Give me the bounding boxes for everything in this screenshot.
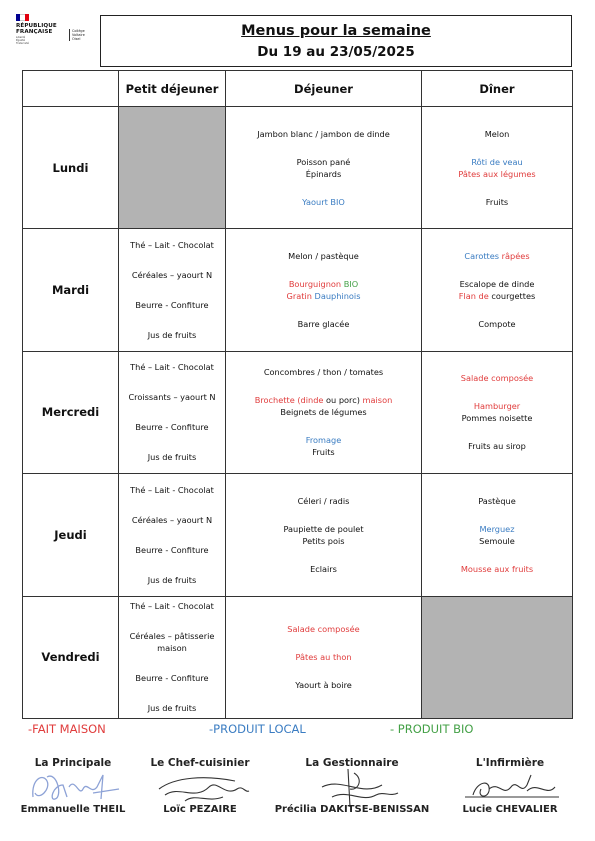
menu-item: Jus de fruits xyxy=(147,452,197,463)
menu-item-text: ou porc) xyxy=(326,395,363,406)
french-flag-icon xyxy=(16,14,29,21)
menu-table xyxy=(22,70,573,719)
menu-item: Céréales – pâtisserie maison xyxy=(129,631,215,654)
page-subtitle: Du 19 au 23/05/2025 xyxy=(257,44,415,60)
menu-item xyxy=(474,400,520,412)
menu-item: Thé – Lait - Chocolat xyxy=(130,240,214,251)
signature-block-infirmiere xyxy=(450,757,570,819)
legend-fait-maison: -FAIT MAISON xyxy=(28,722,106,736)
menu-item xyxy=(303,535,345,547)
menu-row-lundi xyxy=(23,107,573,229)
menu-item xyxy=(280,406,366,418)
menu-row-jeudi xyxy=(23,474,573,596)
signature-role: L'Infirmière xyxy=(475,757,545,769)
menu-item-text: Poisson pané xyxy=(296,156,351,167)
page-title: Menus pour la semaine xyxy=(241,23,431,39)
menu-item-text: Pommes noisette xyxy=(461,413,533,424)
empty-cell xyxy=(119,107,226,229)
menu-item-text: Jambon blanc / jambon de dinde xyxy=(257,128,390,139)
menu-item xyxy=(264,366,383,378)
menu-item-text: Pâtes aux légumes xyxy=(458,168,536,179)
menu-item xyxy=(287,623,359,635)
menu-row-mardi xyxy=(23,229,573,351)
menu-item xyxy=(306,434,342,446)
menu-item xyxy=(310,563,337,575)
diner-cell xyxy=(422,351,573,473)
day-label: Vendredi xyxy=(23,596,119,718)
signature-name: Lucie CHEVALIER xyxy=(462,804,558,815)
day-label: Mardi xyxy=(23,229,119,351)
menu-item-text: Mousse aux fruits xyxy=(460,563,534,574)
menu-item-text: Eclairs xyxy=(310,563,337,574)
menu-item-text: Melon xyxy=(484,128,510,139)
empty-cell xyxy=(422,596,573,718)
signature-name: Loïc PEZAIRE xyxy=(163,804,237,815)
menu-item: Thé – Lait - Chocolat xyxy=(130,484,214,495)
logo-republic-text: RÉPUBLIQUE FRANÇAISE xyxy=(16,23,57,35)
signature-name: Précilia DAKITSE-BENISSAN xyxy=(274,804,430,815)
handwritten-signature-principale xyxy=(23,767,123,807)
signature-role: La Gestionnaire xyxy=(305,757,399,769)
dejeuner-cell xyxy=(226,596,422,718)
menu-item xyxy=(255,394,393,406)
menu-item: Céréales – yaourt N xyxy=(131,514,213,525)
menu-item-text: Gratin xyxy=(286,291,315,302)
menu-item xyxy=(297,156,351,168)
menu-item: Beurre - Confiture xyxy=(135,300,209,311)
menu-item-text: Escalope de dinde xyxy=(459,279,535,290)
menu-item-text: Fruits au sirop xyxy=(468,441,526,452)
menu-row-mercredi xyxy=(23,351,573,473)
menu-item: Céréales – yaourt N xyxy=(131,270,213,281)
menu-item xyxy=(295,651,351,663)
menu-item-text: Pâtes au thon xyxy=(295,652,352,663)
handwritten-signature-infirmiere xyxy=(455,767,565,807)
signature-role: La Principale xyxy=(34,757,112,769)
menu-item-text: Paupiette de poulet xyxy=(283,523,364,534)
menu-item: Beurre - Confiture xyxy=(135,673,209,684)
menu-item-text: Rôti de veau xyxy=(471,156,523,167)
menu-item-text: Pastèque xyxy=(478,495,516,506)
menu-item: Beurre - Confiture xyxy=(135,544,209,555)
menu-item xyxy=(312,446,334,458)
menu-item: Jus de fruits xyxy=(147,703,197,714)
menu-item-text: Hamburger xyxy=(473,401,521,412)
menu-item-text: Merguez xyxy=(479,523,515,534)
column-header-dejeuner: Déjeuner xyxy=(226,71,422,107)
menu-item xyxy=(479,535,515,547)
menu-item xyxy=(461,563,533,575)
signature-role: Le Chef-cuisinier xyxy=(150,757,250,769)
day-label: Lundi xyxy=(23,107,119,229)
menu-item-text: BIO xyxy=(343,279,359,290)
menu-item xyxy=(460,278,535,290)
menu-item-text: Fruits xyxy=(312,447,335,458)
dejeuner-cell xyxy=(226,107,422,229)
menu-item xyxy=(302,196,345,208)
petit-dejeuner-cell xyxy=(119,474,226,596)
menu-item-text: Barre glacée xyxy=(297,319,350,330)
menu-item xyxy=(287,290,361,302)
menu-item-text: Beignets de légumes xyxy=(280,407,367,418)
menu-item: Jus de fruits xyxy=(147,330,197,341)
petit-dejeuner-cell xyxy=(119,229,226,351)
signature-name: Emmanuelle THEIL xyxy=(20,804,126,815)
menu-item xyxy=(479,523,514,535)
menu-item-text: courgettes xyxy=(491,291,536,302)
column-header-petit-dejeuner: Petit déjeuner xyxy=(119,71,226,107)
menu-item xyxy=(478,495,516,507)
column-header-diner: Dîner xyxy=(422,71,573,107)
menu-item-text: Brochette (dinde xyxy=(254,395,327,406)
menu-item-text: Melon / pastèque xyxy=(288,251,359,262)
title-box xyxy=(100,15,572,67)
menu-item xyxy=(288,250,359,262)
signature-block-principale xyxy=(18,757,128,819)
menu-item xyxy=(298,318,350,330)
menu-item xyxy=(485,128,510,140)
petit-dejeuner-cell xyxy=(119,351,226,473)
menu-item xyxy=(298,495,350,507)
menu-item: Croissants – yaourt N xyxy=(128,392,216,403)
menu-item-text: râpées xyxy=(501,251,530,262)
menu-item xyxy=(464,250,529,262)
table-header-row xyxy=(23,71,573,107)
menu-item-text: Flan de xyxy=(458,291,492,302)
signature-block-gestionnaire xyxy=(262,757,442,819)
republique-francaise-logo xyxy=(16,14,98,64)
day-label: Jeudi xyxy=(23,474,119,596)
menu-row-vendredi xyxy=(23,596,573,718)
menu-item xyxy=(459,290,536,302)
menu-item-text: Compote xyxy=(478,319,516,330)
day-label: Mercredi xyxy=(23,351,119,473)
menu-item-text: Salade composée xyxy=(287,624,360,635)
menu-item xyxy=(478,318,515,330)
menu-item-text: Fromage xyxy=(305,435,342,446)
menu-item xyxy=(289,278,358,290)
menu-item xyxy=(468,440,526,452)
menu-item-text: Yaourt à boire xyxy=(295,680,352,691)
column-header-day xyxy=(23,71,119,107)
legend-produit-bio: - PRODUIT BIO xyxy=(390,722,474,736)
menu-item-text: Salade composée xyxy=(460,373,534,384)
menu-item-text: Fruits xyxy=(485,196,509,207)
handwritten-signature-chef xyxy=(145,767,255,807)
menu-item-text: Céleri / radis xyxy=(297,495,350,506)
menu-item xyxy=(295,679,352,691)
menu-item: Beurre - Confiture xyxy=(135,422,209,433)
menu-item xyxy=(458,168,535,180)
menu-item-text: Petits pois xyxy=(302,535,345,546)
legend-produit-local: -PRODUIT LOCAL xyxy=(209,722,306,736)
menu-item-text: Bourguignon xyxy=(288,279,344,290)
diner-cell xyxy=(422,229,573,351)
dejeuner-cell xyxy=(226,351,422,473)
menu-item-text: Yaourt BIO xyxy=(302,196,345,207)
menu-item xyxy=(462,412,533,424)
menu-table-body xyxy=(23,107,573,719)
logo-college-name: Collège Voltaire Oisel xyxy=(69,29,98,41)
menu-item: Thé – Lait - Chocolat xyxy=(130,362,214,373)
menu-item xyxy=(306,168,342,180)
dejeuner-cell xyxy=(226,474,422,596)
diner-cell xyxy=(422,107,573,229)
logo-motto: Liberté Égalité Fraternité xyxy=(16,36,29,45)
dejeuner-cell xyxy=(226,229,422,351)
menu-item xyxy=(486,196,508,208)
petit-dejeuner-cell xyxy=(119,596,226,718)
menu-item xyxy=(461,372,533,384)
menu-item-text: Carottes xyxy=(464,251,502,262)
menu-item-text: maison xyxy=(362,395,393,406)
menu-item-text: Dauphinois xyxy=(314,291,361,302)
menu-item: Jus de fruits xyxy=(147,574,197,585)
menu-item-text: Semoule xyxy=(479,535,515,546)
menu-item-text: Concombres / thon / tomates xyxy=(263,367,384,378)
menu-item: Thé – Lait - Chocolat xyxy=(130,601,214,612)
diner-cell xyxy=(422,474,573,596)
handwritten-signature-gestionnaire xyxy=(292,767,412,809)
menu-item xyxy=(471,156,522,168)
signature-block-chef-cuisinier xyxy=(140,757,260,819)
menu-item-text: Épinards xyxy=(305,168,342,179)
menu-item xyxy=(257,128,390,140)
menu-item xyxy=(283,523,363,535)
